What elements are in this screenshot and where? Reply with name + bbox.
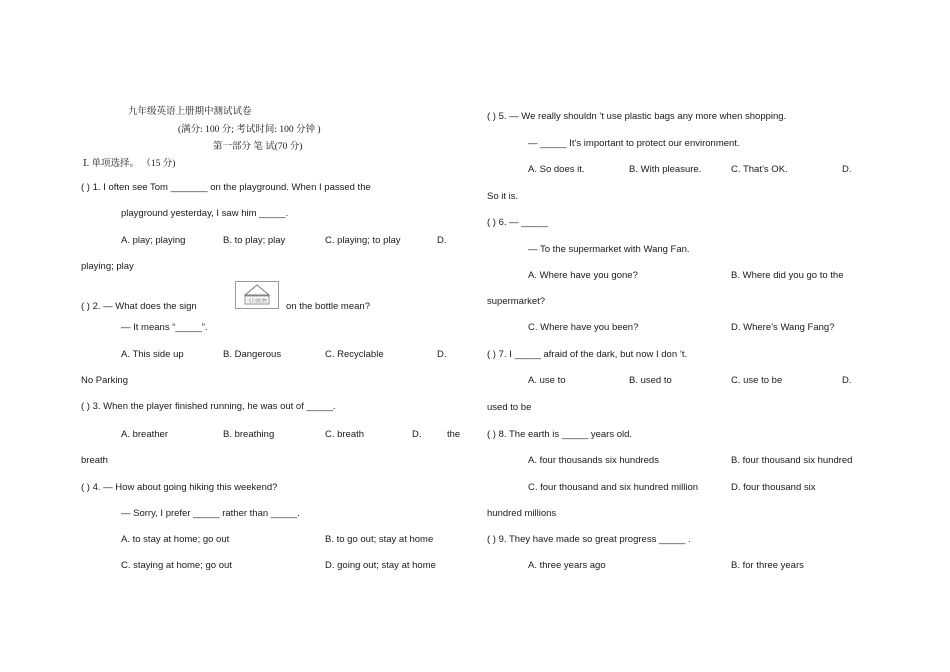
q1-option-d-cont: playing; play xyxy=(81,261,134,272)
q1-option-b: B. to play; play xyxy=(223,235,286,246)
q5-option-d: D. xyxy=(842,164,852,175)
q6-option-b: B. Where did you go to the xyxy=(731,270,844,281)
q6-stem: ( ) 6. — _____ xyxy=(487,217,548,228)
q7-option-b: B. used to xyxy=(629,375,672,386)
q4-option-b: B. to go out; stay at home xyxy=(325,534,434,545)
q7-option-d-cont: used to be xyxy=(487,402,532,413)
q8-stem: ( ) 8. The earth is _____ years old. xyxy=(487,429,633,440)
section-heading: Ⅰ. 单项选择。 （15 分) xyxy=(83,159,176,169)
q4-stem: ( ) 4. — How about going hiking this weekend? xyxy=(81,482,278,493)
q8-option-d-cont: hundred millions xyxy=(487,508,557,519)
q1-option-a: A. play; playing xyxy=(121,235,186,246)
q8-option-b: B. four thousand six hundred xyxy=(731,455,853,466)
q9-option-b: B. for three years xyxy=(731,560,804,571)
q4-option-d: D. going out; stay at home xyxy=(325,560,436,571)
q2-option-c: C. Recyclable xyxy=(325,349,384,360)
recyclable-sign-image xyxy=(235,281,279,309)
q1-option-d: D. xyxy=(437,235,447,246)
q6-option-c: C. Where have you been? xyxy=(528,322,639,333)
q3-option-a: A. breather xyxy=(121,429,168,440)
q4-option-c: C. staying at home; go out xyxy=(121,560,232,571)
q1-stem: ( ) 1. I often see Tom _______ on the playground. When I passed the xyxy=(81,182,371,193)
q1-option-c: C. playing; to play xyxy=(325,235,401,246)
q7-option-c: C. use to be xyxy=(731,375,783,386)
q8-option-c: C. four thousand and six hundred million xyxy=(528,482,699,493)
part-heading: 第一部分 笔 试(70 分) xyxy=(213,142,303,152)
q7-option-d: D. xyxy=(842,375,852,386)
q3-option-d-cont: breath xyxy=(81,455,108,466)
q5-option-c: C. That’s OK. xyxy=(731,164,788,175)
q6-option-a: A. Where have you gone? xyxy=(528,270,638,281)
q5-reply: — _____ It’s important to protect our environment. xyxy=(528,138,740,149)
q9-stem: ( ) 9. They have made so great progress _____ . xyxy=(487,534,691,545)
q5-option-d-cont: So it is. xyxy=(487,191,519,202)
q3-stem: ( ) 3. When the player finished running, he was out of _____. xyxy=(81,401,336,412)
q2-option-b: B. Dangerous xyxy=(223,349,282,360)
q2-stem-end: on the bottle mean? xyxy=(286,301,370,312)
exam-title: 九年级英语上册期中测试试卷 xyxy=(128,107,252,117)
exam-subtitle: (满分: 100 分; 考试时间: 100 分钟 ) xyxy=(178,125,321,135)
q3-option-d: D. xyxy=(412,429,422,440)
q9-option-a: A. three years ago xyxy=(528,560,606,571)
q1-stem-cont: playground yesterday, I saw him _____. xyxy=(121,208,289,219)
q7-option-a: A. use to xyxy=(528,375,566,386)
q2-stem: ( ) 2. — What does the sign xyxy=(81,301,197,312)
q2-option-d: D. xyxy=(437,349,447,360)
q5-option-b: B. With pleasure. xyxy=(629,164,702,175)
sign-label: 可回收物 xyxy=(246,298,268,305)
q8-option-a: A. four thousands six hundreds xyxy=(528,455,659,466)
q6-option-b-cont: supermarket? xyxy=(487,296,546,307)
q2-option-d-cont: No Parking xyxy=(81,375,128,386)
q3-option-b: B. breathing xyxy=(223,429,275,440)
q2-reply: — It means “_____”. xyxy=(121,322,208,333)
q8-option-d: D. four thousand six xyxy=(731,482,816,493)
q3-option-c: C. breath xyxy=(325,429,365,440)
q4-option-a: A. to stay at home; go out xyxy=(121,534,230,545)
q4-reply: — Sorry, I prefer _____ rather than _____. xyxy=(121,508,300,519)
q5-stem: ( ) 5. — We really shouldn ’t use plastic bags any more when shopping. xyxy=(487,111,787,122)
q2-option-a: A. This side up xyxy=(121,349,184,360)
q3-option-d-the: the xyxy=(447,429,461,440)
q6-reply: — To the supermarket with Wang Fan. xyxy=(528,244,690,255)
q5-option-a: A. So does it. xyxy=(528,164,585,175)
q6-option-d: D. Where’s Wang Fang? xyxy=(731,322,835,333)
q7-stem: ( ) 7. I _____ afraid of the dark, but now I don ’t. xyxy=(487,349,688,360)
